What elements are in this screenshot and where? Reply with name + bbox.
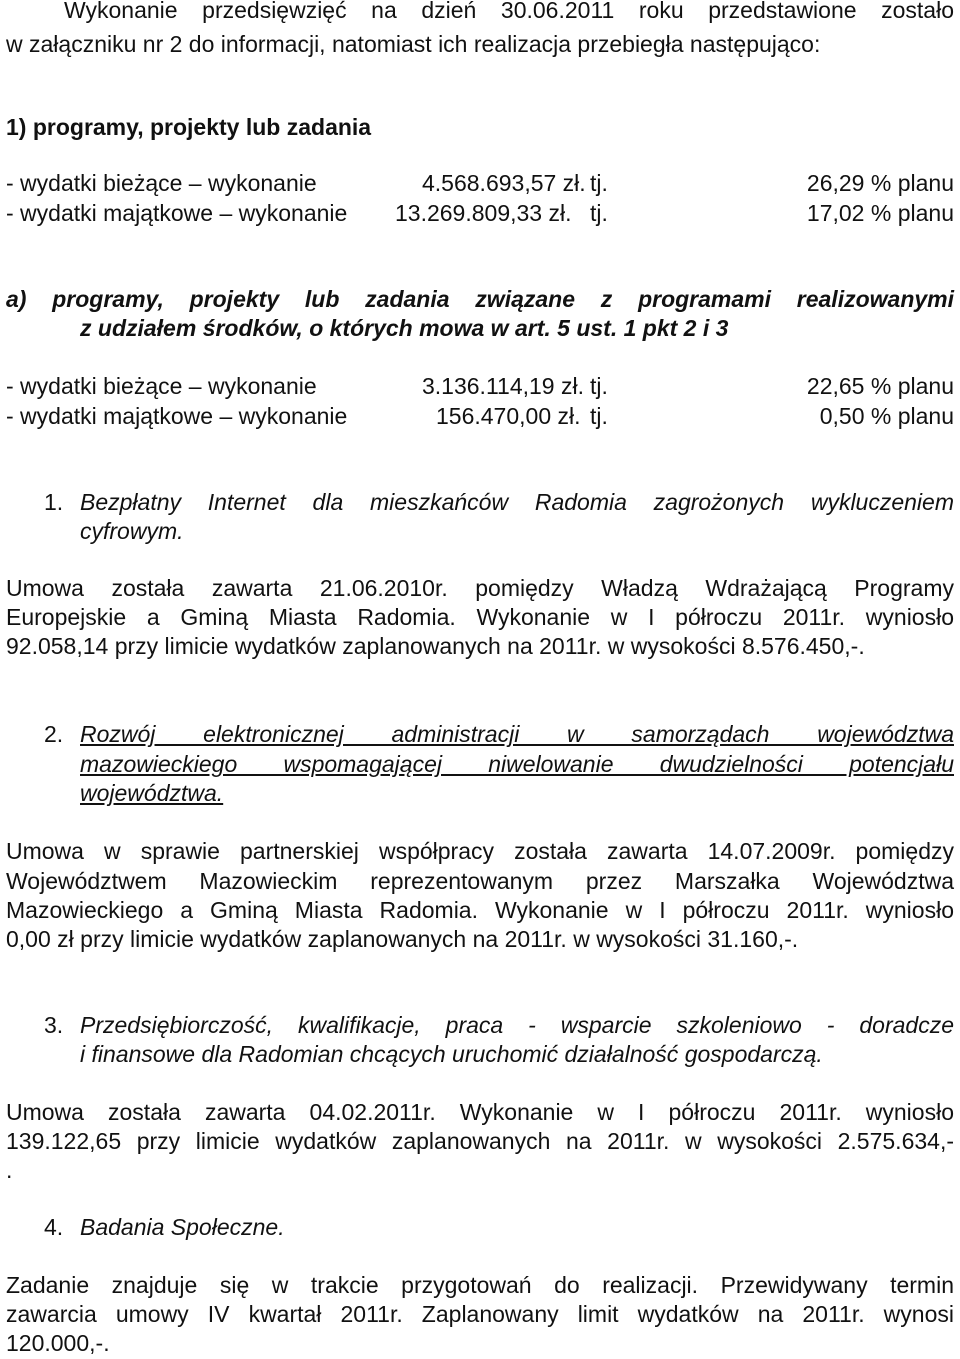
item1-number: 1. xyxy=(44,489,64,515)
item2-body-line-2: Województwem Mazowieckim reprezentowanym przez Marszałka Województwa xyxy=(6,868,954,894)
intro-line-1: Wykonanie przedsięwzięć na dzień 30.06.2011 roku przedstawione zostało xyxy=(64,0,954,23)
section1-row2-label: - wydatki majątkowe – wykonanie xyxy=(6,200,348,226)
item1-title-line-1: Bezpłatny Internet dla mieszkańców Radomia zagrożonych wykluczeniem xyxy=(80,489,954,515)
section1-row2-amount: 13.269.809,33 zł. xyxy=(395,200,572,226)
item4-title-line-1: Badania Społeczne. xyxy=(80,1214,285,1240)
item1-title-line-2: cyfrowym. xyxy=(80,518,184,544)
item3-title-line-1: Przedsiębiorczość, kwalifikacje, praca - wsparcie szkoleniowo - doradcze xyxy=(80,1012,954,1038)
item2-title-line-2: mazowieckiego wspomagającej niwelowanie dwudzielności potencjału xyxy=(80,751,954,777)
item1-body-line-3: 92.058,14 przy limicie wydatków zaplanowanych na 2011r. w wysokości 8.576.450,-. xyxy=(6,633,865,659)
item3-body-line-2: 139.122,65 przy limicie wydatków zaplanowanych na 2011r. w wysokości 2.575.634,- xyxy=(6,1128,954,1154)
item2-body-line-3: Mazowieckiego a Gminą Miasta Radomia. Wykonanie w I półroczu 2011r. wyniosło xyxy=(6,897,954,923)
sectionA-row2-label: - wydatki majątkowe – wykonanie xyxy=(6,403,348,429)
item3-body-line-1: Umowa została zawarta 04.02.2011r. Wykonanie w I półroczu 2011r. wyniosło xyxy=(6,1099,954,1125)
item2-body-line-1: Umowa w sprawie partnerskiej współpracy została zawarta 14.07.2009r. pomiędzy xyxy=(6,838,954,864)
section1-heading: 1) programy, projekty lub zadania xyxy=(6,114,372,140)
sectionA-heading-line-1: a) programy, projekty lub zadania związane z programami realizowanymi xyxy=(6,286,954,312)
sectionA-heading-line-2: z udziałem środków, o których mowa w art. 5 ust. 1 pkt 2 i 3 xyxy=(80,315,729,341)
section1-row1-label: - wydatki bieżące – wykonanie xyxy=(6,170,317,196)
item4-body-line-2: zawarcia umowy IV kwartał 2011r. Zaplanowany limit wydatków na 2011r. wynosi xyxy=(6,1301,954,1327)
item2-body-line-4: 0,00 zł przy limicie wydatków zaplanowanych na 2011r. w wysokości 31.160,-. xyxy=(6,926,799,952)
intro-line-2: w załączniku nr 2 do informacji, natomiast ich realizacja przebiegła następująco: xyxy=(6,31,821,57)
item4-body-line-1: Zadanie znajduje się w trakcie przygotowań do realizacji. Przewidywany termin xyxy=(6,1272,954,1298)
sectionA-row1-amount: 3.136.114,19 zł. xyxy=(422,373,584,399)
item2-title-line-3: województwa. xyxy=(80,780,224,806)
item1-body-line-1: Umowa została zawarta 21.06.2010r. pomiędzy Władzą Wdrażającą Programy xyxy=(6,575,954,601)
sectionA-row1-pct: 22,65 % planu xyxy=(806,373,954,399)
section1-row2-pct: 17,02 % planu xyxy=(806,200,954,226)
sectionA-row2-amount: 156.470,00 zł. xyxy=(436,403,581,429)
sectionA-row1-label: - wydatki bieżące – wykonanie xyxy=(6,373,317,399)
item3-number: 3. xyxy=(44,1012,64,1038)
item4-number: 4. xyxy=(44,1214,64,1240)
item2-title-line-1: Rozwój elektronicznej administracji w samorządach województwa xyxy=(80,721,954,747)
sectionA-row1-tj: tj. xyxy=(590,373,608,399)
sectionA-row2-pct: 0,50 % planu xyxy=(819,403,954,429)
section1-row1-pct: 26,29 % planu xyxy=(806,170,954,196)
item4-body-line-3: 120.000,-. xyxy=(6,1330,110,1356)
section1-row1-tj: tj. xyxy=(590,170,608,196)
item3-body-line-3: . xyxy=(6,1157,13,1183)
item3-title-line-2: i finansowe dla Radomian chcących uruchomić działalność gospodarczą. xyxy=(80,1041,823,1067)
item1-body-line-2: Europejskie a Gminą Miasta Radomia. Wykonanie w I półroczu 2011r. wyniosło xyxy=(6,604,954,630)
sectionA-row2-tj: tj. xyxy=(590,403,608,429)
item2-number: 2. xyxy=(44,721,64,747)
section1-row2-tj: tj. xyxy=(590,200,608,226)
section1-row1-amount: 4.568.693,57 zł. xyxy=(422,170,586,196)
